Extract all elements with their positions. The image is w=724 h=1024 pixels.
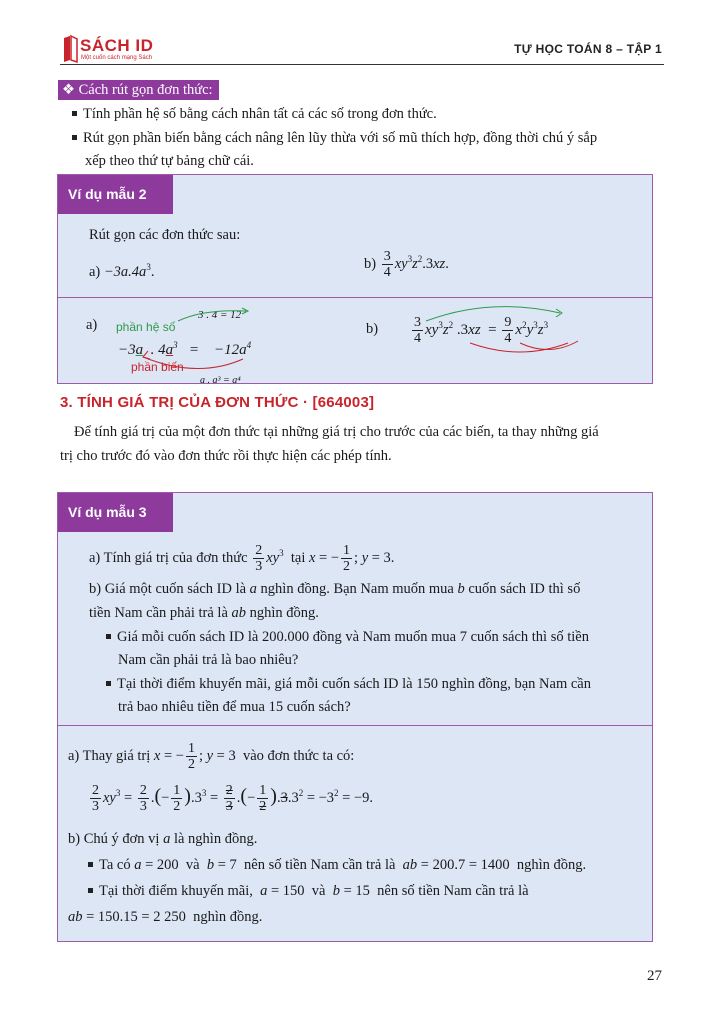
section-3-para-2: trị cho trước đó vào đơn thức rồi thực hiện các phép tính. [60, 448, 392, 464]
reduce-rule-label: ❖ Cách rút gọn đơn thức: [58, 80, 219, 100]
example-2-divider [58, 297, 652, 298]
solution-b-bullet-2: Tại thời điểm khuyến mãi, a = 150 và b = 15 nên số tiền Nam cần trả là [88, 881, 529, 901]
solution-b-label: b) [366, 321, 379, 337]
page-number: 27 [647, 968, 662, 984]
header-divider [60, 64, 664, 65]
logo [60, 34, 170, 66]
solution-b-bullet-1: Ta có a = 200 và b = 7 nên số tiền Nam cần trả là ab = 200.7 = 1400 nghìn đồng. [88, 855, 586, 875]
solution-b-intro: b) Chú ý đơn vị a là nghìn đồng. [68, 831, 258, 847]
example-3-title: Ví dụ mẫu 3 [58, 493, 173, 532]
question-b-bullet-2: Tại thời điểm khuyến mãi, giá mỗi cuốn sách ID là 150 nghìn đồng, bạn Nam cần [106, 674, 591, 694]
example-2-part-a: $a) -3a.4a^3$. [89, 262, 155, 280]
variable-calc: a . a³ = a⁴ [200, 375, 241, 386]
book-title: TỰ HỌC TOÁN 8 – TẬP 1 [514, 42, 662, 56]
section-3-title: 3. TÍNH GIÁ TRỊ CỦA ĐƠN THỨC · [664003] [60, 394, 375, 411]
rule-bullet-2-cont: xếp theo thứ tự bảng chữ cái. [85, 153, 254, 169]
solution-b-bullet-2-cont: ab = 150.15 = 2 250 nghìn đồng. [68, 909, 263, 925]
logo-text: SÁCH ID [80, 36, 154, 55]
solution-a-expression: −3a . $4a^3$ = $-12a^4$ [118, 340, 252, 358]
solution-a-intro: a) Thay giá trị x = − $\frac{1}{2}$ ; y = 3 vào đơn thức ta có: [68, 741, 355, 772]
book-logo-icon [60, 34, 80, 64]
section-3-para-1: Để tính giá trị của một đơn thức tại những giá trị cho trước của các biến, ta thay những giá [74, 424, 599, 440]
question-b-bullet-1: Giá mỗi cuốn sách ID là 200.000 đồng và Nam muốn mua 7 cuốn sách thì số tiền [106, 627, 589, 647]
logo-subtitle: Một cuốn cách mạng Sách [81, 55, 153, 61]
question-b-line-2: tiền Nam cần phải trả là ab nghìn đồng. [89, 605, 319, 621]
example-2-prompt: Rút gọn các đơn thức sau: [89, 227, 241, 243]
example-2-part-b: b) $\frac{3}{4}$ $xy^3z^2.3xz$. [364, 249, 449, 280]
solution-a-label: a) [86, 317, 98, 333]
question-b-bullet-1-cont: Nam cần phải trả là bao nhiêu? [118, 652, 299, 668]
solution-a-arrows [118, 301, 278, 383]
question-a: a) Tính giá trị của đơn thức $\frac{2}{3}$ $xy^3$ tại x = − $\frac{1}{2}$ ; y = 3. [89, 543, 395, 574]
example-2-box [57, 174, 653, 384]
solution-b-expression: $\frac{3}{4}$ $xy^3z^2$ .3xz = $\frac{9}{4}$ $x^2y^3z^3$ [414, 315, 549, 347]
solution-a-computation: $\frac{2}{3}$ $xy^3$ = $\frac{2}{3}$ .(− $\frac{1}{2}$ )$.3^3$ = $\frac{2}{3}$ .(− $\frac{1}{2}$ )$.3.3^2 = -3^2 = -9$. [92, 783, 374, 814]
rule-bullet-2: Rút gọn phần biến bằng cách nâng lên lũy thừa với số mũ thích hợp, đồng thời chú ý sắp [72, 126, 597, 150]
coefficient-calc: 3 . 4 = 12 [198, 309, 242, 321]
question-b-bullet-2-cont: trả bao nhiêu tiền để mua 15 cuốn sách? [118, 699, 351, 715]
variable-annotation: phần biến [131, 360, 184, 374]
coefficient-annotation: phần hệ số [116, 320, 176, 334]
example-3-divider [58, 725, 652, 726]
example-2-title: Ví dụ mẫu 2 [58, 175, 173, 214]
rule-bullet-1: Tính phần hệ số bằng cách nhân tất cả các số trong đơn thức. [72, 102, 437, 126]
question-b-line-1: b) Giá một cuốn sách ID là a nghìn đồng. Bạn Nam muốn mua b cuốn sách ID thì số [89, 581, 581, 597]
example-3-box [57, 492, 653, 942]
solution-b-arrows [410, 299, 590, 369]
